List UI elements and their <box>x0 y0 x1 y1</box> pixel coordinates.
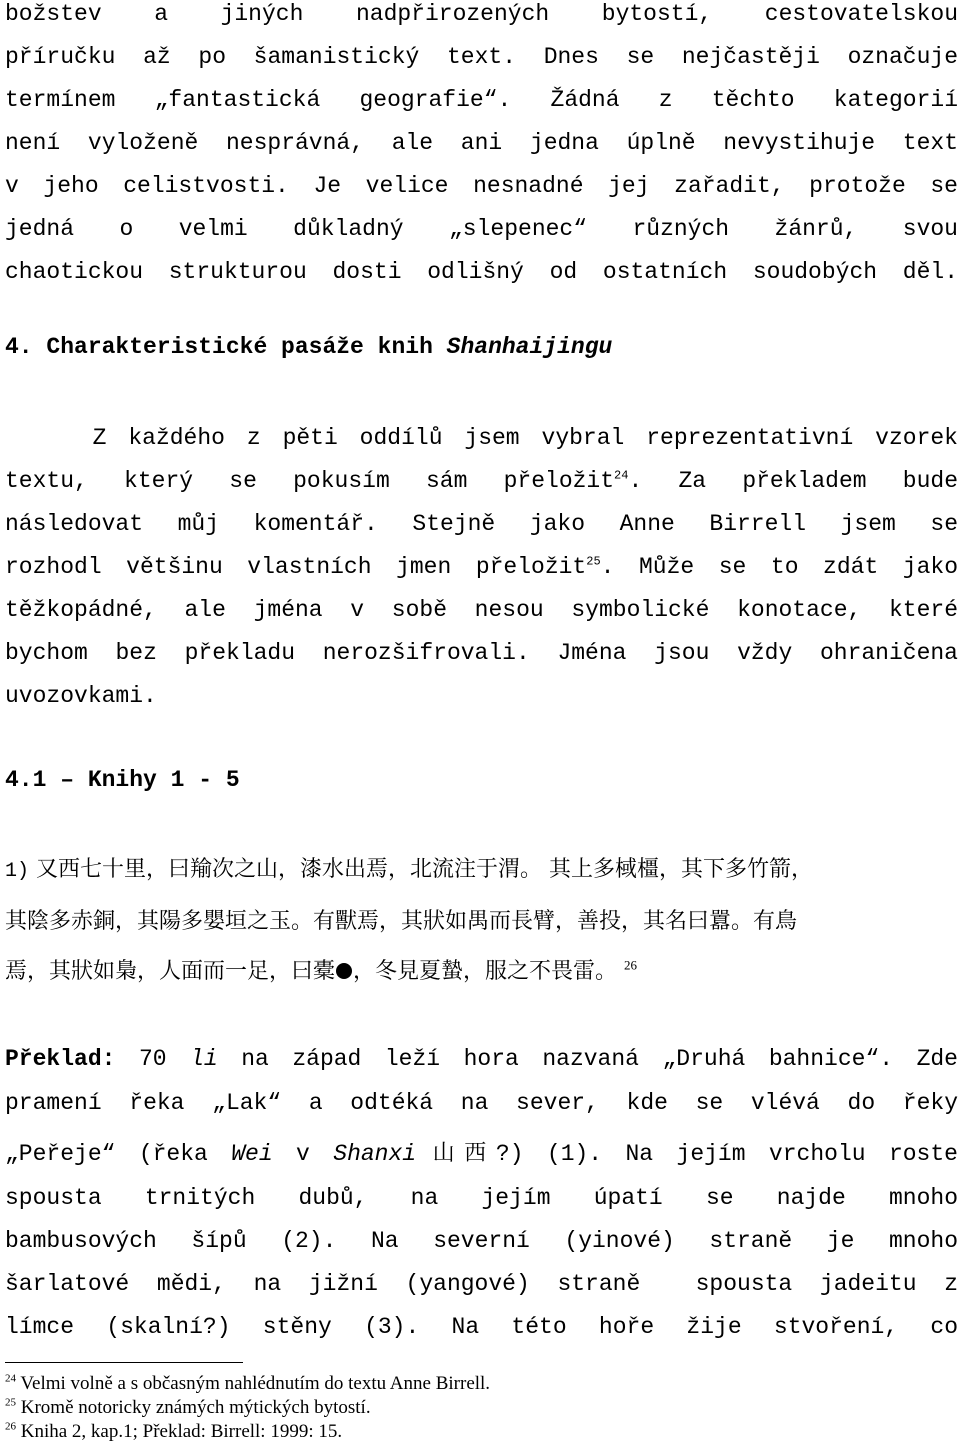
chinese-line: 其陰多赤銅，其陽多嬰垣之玉。有獸焉，其狀如禺而長臂，善投，其名曰囂。有鳥 <box>5 909 798 934</box>
text-span: ?) (1). Na jejím vrcholu roste <box>495 1141 958 1167</box>
translation-line: pramení řeka „Lak“ a odtéká na sever, kde se vlévá do řeky <box>5 1090 958 1116</box>
heading-text: 4. Charakteristické pasáže knih <box>5 334 447 360</box>
text-span: textu, který se pokusím sám přeložit <box>5 468 615 494</box>
text-span: rozhodl většinu vlastních jmen přeložit <box>5 554 587 580</box>
footnote <box>5 1373 490 1395</box>
translation-line: šarlatové mědi, na jižní (yangové) straně spousta jadeitu z <box>5 1271 958 1297</box>
missing-character-dot <box>336 963 352 979</box>
text-span: na západ leží hora nazvaná „Druhá bahnice“. Zde <box>217 1046 958 1072</box>
translation-line <box>5 1045 958 1075</box>
body-line: není vyloženě nesprávná, ale ani jedna úplně nevystihuje text <box>5 130 958 156</box>
translation-line: límce (skalní?) stěny (3). Na této hoře žije stvoření, co <box>5 1314 958 1340</box>
footnote-separator <box>5 1362 243 1363</box>
body-line: jedná o velmi důkladný „slepenec“ různých žánrů, svou <box>5 216 958 242</box>
text-span: . Může se to zdát jako <box>600 554 958 580</box>
text-span: . Za překladem bude <box>628 468 958 494</box>
translation-line: bambusových šípů (2). Na severní (yinové) straně je mnoho <box>5 1228 958 1254</box>
chinese-text: ，冬見夏蟄，服之不畏雷。 <box>353 959 618 984</box>
section-heading <box>5 333 958 363</box>
chinese-line <box>5 856 958 886</box>
chinese-text: 山西 <box>416 1141 496 1166</box>
body-line: v jeho celistvosti. Je velice nesnadné jej zařadit, protože se <box>5 173 958 199</box>
body-line <box>5 467 958 497</box>
chinese-text: 又西七十里，曰羭次之山，漆水出焉，北流注于渭。 其上多棫橿，其下多竹箭， <box>29 857 814 882</box>
translation-line <box>5 1140 958 1170</box>
chinese-text: 焉，其狀如梟，人面而一足，曰橐 <box>5 959 336 984</box>
body-line: božstev a jiných nadpřirozených bytostí, cestovatelskou <box>5 1 958 27</box>
body-line: příručku až po šamanistický text. Dnes se nejčastěji označuje <box>5 44 958 70</box>
italic-term: li <box>190 1046 218 1072</box>
italic-term: Shanxi <box>333 1141 417 1167</box>
subsection-heading: 4.1 – Knihy 1 - 5 <box>5 767 240 793</box>
heading-italic-title: Shanhaijingu <box>446 334 613 360</box>
footnote-text: Velmi volně a s občasným nahlédnutím do textu Anne Birrell. <box>20 1373 491 1394</box>
footnote-ref: 24 <box>614 468 629 483</box>
body-line: termínem „fantastická geografie“. Žádná z těchto kategorií <box>5 87 958 113</box>
footnote-ref: 26 <box>624 957 638 973</box>
body-line: Z každého z pěti oddílů jsem vybral reprezentativní vzorek <box>5 425 958 451</box>
footnote-text: Kniha 2, kap.1; Překlad: Birrell: 1999: 15. <box>20 1421 343 1442</box>
text-span: „Peřeje“ (řeka <box>5 1141 232 1167</box>
italic-term: Wei <box>231 1141 273 1167</box>
footnote <box>5 1421 342 1443</box>
body-line: chaotickou strukturou dosti odlišný od ostatních soudobých děl. <box>5 259 958 285</box>
body-line: těžkopádné, ale jména v sobě nesou symbolické konotace, které <box>5 597 958 623</box>
footnote-text: Kromě notoricky známých mýtických bytostí. <box>20 1397 371 1418</box>
translation-line: spousta trnitých dubů, na jejím úpatí se najde mnoho <box>5 1185 958 1211</box>
text-span: v <box>272 1141 334 1167</box>
body-line: bychom bez překladu nerozšifrovali. Jména jsou vždy ohraničena <box>5 640 958 666</box>
footnote-number: 25 <box>5 1396 16 1409</box>
body-line: uvozovkami. <box>5 683 157 709</box>
chinese-line <box>5 958 958 988</box>
footnote-number: 26 <box>5 1420 16 1433</box>
footnote-number: 24 <box>5 1372 16 1385</box>
translation-label: Překlad: <box>5 1046 116 1072</box>
body-line <box>5 553 958 583</box>
footnote <box>5 1397 371 1419</box>
body-line: následovat můj komentář. Stejně jako Anne Birrell jsem se <box>5 511 958 537</box>
footnote-ref: 25 <box>586 554 601 569</box>
text-span: 70 <box>115 1046 191 1072</box>
item-number: 1) <box>5 860 30 883</box>
